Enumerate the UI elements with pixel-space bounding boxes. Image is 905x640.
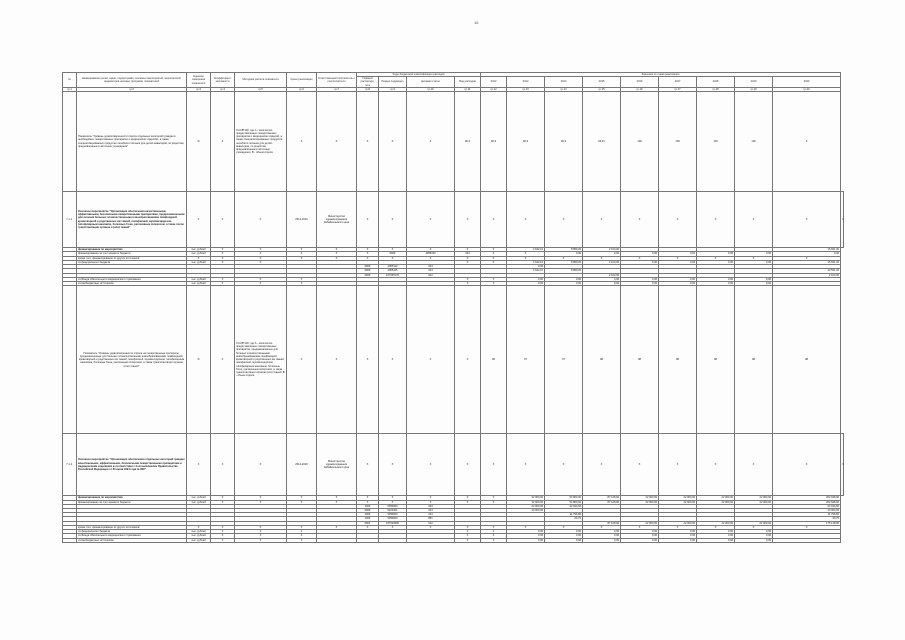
measure-2-name: Основное мероприятие "Организация обеспечения отдельных категорий граждан качественными, эффективными, безопасными лекарственными препаратами и медицинскими изделиями в соответствии с постановлением Правительства Российской Федерации от 30 июля 1994 года № 890"	[77, 434, 187, 496]
indicator-2-method: Х=А/В*100, где А - количество предоставленных лекарственных препаратов, предназначенных для больных злокачественными новообразованиями лимфоидной, кроветворной и родственных им тканей, гемофилией, муковисцидозом, гипофизарным нанизмом, болезнью Гоше, рассеянным склерозом, а также трансплантации органов (или) тканей, В - объем спроса	[235, 286, 287, 434]
cell: 100	[735, 92, 773, 192]
m1-financing-row: финансирование по мероприятию тыс. рублей X X X X X X X X X 4 642,10 8 859,20 2 100,00 15 601,30	[63, 248, 844, 252]
m1-regional-row: финансирование за счет краевого бюджета тыс. рублей X X X X X 0909 4955150 244 X X 0,00 0,00 0,00 0,00 0,00 0,00 0,00	[63, 252, 844, 256]
indicator-2-row: Показатель "Уровень удовлетворенности спроса на лекарственные препараты, предназначенные для больных злокачественными новообразованиями лимфоидной, кроветворной и родственных им тканей, гемофилией, муковисцидозом, гипофизарным нанизмом, болезнью Гоше, рассеянным склерозом, а также трансплантации органов (или) тканей" % X Х=А/В*100, где А - количество предоставленных лекарственных препаратов, предназначенных для больных злокачественными новообразованиями лимфоидной, кроветворной и родственных им тканей, гемофилией, муковисцидозом, гипофизарным нанизмом, болезнью Гоше, рассеянным склерозом, а также трансплантации органов (или) тканей, В - объем спроса X X X X X X 96 97 97 98 98 98 98 98 98	[63, 286, 844, 434]
indicator-2-name: Показатель "Уровень удовлетворенности спроса на лекарственные препараты, предназначенные для больных злокачественными новообразованиями лимфоидной, кроветворной и родственных им тканей, гемофилией, муковисцидозом, гипофизарным нанизмом, болезнью Гоше, рассеянным склерозом, а также трансплантации органов (или) тканей"	[77, 286, 187, 434]
col-num: гр.18	[697, 87, 735, 91]
cell: X	[357, 92, 379, 192]
page-number: 16	[474, 20, 479, 25]
header-year: 2020	[773, 77, 841, 88]
header-target: Целевая статья	[407, 77, 455, 88]
measure-1-num: 7.1.1.	[63, 192, 77, 248]
col-num: гр.12	[481, 87, 507, 91]
measure-2-row: 7.1.2. Основное мероприятие "Организация обеспечения отдельных категорий граждан качественными, эффективными, безопасными лекарственными препаратами и медицинскими изделиями в соответствии с постановлением Правительства Российской Федерации от 30 июля 1994 года № 890" X X X 2014-2020 Министерство здравоохранения Забайкальского края X X X X X X X X X X X X X X	[63, 434, 844, 496]
header-year: 2014	[545, 77, 583, 88]
header-codes: Коды бюджетной классификации расходов	[357, 73, 481, 77]
measure-1-period: 2014-2016	[287, 192, 317, 248]
measure-1-name: Основное мероприятие "Организация обеспечения качественными, эффективными, безопасными лекарственными препаратами, предназначенными для лечения больных злокачественными новообразованиями лимфоидной, кроветворной и родственных им тканей, гемофилией, муковисцидозом, гипофизарным нанизмом, болезнью Гоше, рассеянным склерозом, а также после трансплантации органов и (или) тканей"	[77, 192, 187, 248]
m2-financing-row: финансирование по мероприятию тыс. рублей X X X X X X X X X 32 000,00 54 800,00 87 128,90 22 000,00 22 000,00 22 000,00 22 000,00 262 928,90	[63, 496, 844, 500]
header-year: 2016	[621, 77, 659, 88]
cell: 96,91	[583, 92, 621, 192]
col-num: гр.19	[735, 87, 773, 91]
col-num: гр.10	[407, 87, 455, 91]
header-grbs: Главный распоряди-тель	[357, 77, 379, 88]
cell: X	[379, 92, 407, 192]
cell: 96,9	[481, 92, 507, 192]
header-unit: Единица измерения показателя	[187, 73, 211, 88]
col-num: гр.15	[583, 87, 621, 91]
col-num: гр.6	[287, 87, 317, 91]
m2-oms-row: из Фонда обязательного медицинского страхования тыс. рублей X X X X X 0,00 0,00 0,00 0,00 0,00 0,00 0,00	[63, 534, 844, 538]
m2-regional-sub-row: 1003 5050600 323 22 000,00 42 944,50 64 944,50	[63, 504, 844, 508]
header-year: 2017	[659, 77, 697, 88]
m1-federal-sub-row: 0909 167035170 612 2 100,00 2 100,00	[63, 273, 844, 277]
header-year: 2013	[507, 77, 545, 88]
header-coef: Коэффициент значимости	[211, 73, 235, 88]
m2-regional-sub-row: 1003 5050600 244 11 796,80 11 796,80	[63, 513, 844, 517]
col-num: гр.11	[455, 87, 481, 91]
col-num: гр.17	[659, 87, 697, 91]
m1-federal-sub-row: 0909 4955115 244 4 642,10 8 859,20 13 501,30	[63, 269, 844, 273]
m1-extrabudget-row: из внебюджетных источников тыс. рублей X X X X X 0,00 0,00 0,00 0,00 0,00 0,00 0,00	[63, 282, 844, 286]
indicator-1-unit: %	[187, 92, 211, 192]
measure-2-exec: Министерство здравоохранения Забайкальского края	[317, 434, 357, 496]
col-num: гр.7	[317, 87, 357, 91]
header-period: Сроки реализации	[287, 73, 317, 88]
header-year: 2019	[735, 77, 773, 88]
col-num: гр.5	[235, 87, 287, 91]
col-num: гр.2	[77, 87, 187, 91]
m2-regional-sub-row: 1003 5050600 851 60,70 60,70	[63, 517, 844, 521]
cell: 96,9	[545, 92, 583, 192]
m1-federal-row: из федерального бюджета тыс. рублей X X X X 4 642,10 8 859,20 2 100,00 0,00 0,00 0,00 0,00 15 601,30	[63, 260, 844, 264]
header-year: 2015	[583, 77, 621, 88]
indicator-1-name: Показатель "Уровень удовлетворенности спроса отдельных категорий граждан в необходимых лекарственных препаратах и медицинских изделиях, а также специализированных продуктах лечебного питания для детей-инвалидов, по рецептам, предъявленным в аптечные учреждения"	[77, 92, 187, 192]
measure-1-row: 7.1.1. Основное мероприятие "Организация обеспечения качественными, эффективными, безопасными лекарственными препаратами, предназначенными для лечения больных злокачественными новообразованиями лимфоидной, кроветворной и родственных им тканей, гемофилией, муковисцидозом, гипофизарным нанизмом, болезнью Гоше, рассеянным склерозом, а также после трансплантации органов и (или) тканей" X X X 2014-2016 Министерство здравоохранения Забайкальского края X X X X X X X X X X X X X X	[63, 192, 844, 248]
m1-oms-row: из Фонда обязательного медицинского страхования тыс. рублей X X X X X 0,00 0,00 0,00 0,00 0,00 0,00 0,00	[63, 277, 844, 281]
m2-regional-row: финансирование за счет краевого бюджета тыс. рублей X X X X X X X X X 32 000,00 54 800,00 87 128,90 22 000,00 22 000,00 22 000,00 22 000,00 262 928,90	[63, 500, 844, 504]
cell: X	[773, 92, 841, 192]
cell: X	[287, 92, 317, 192]
indicator-1-method: Х=А/В*100, где А - количество предоставленных лекарственных препаратов и медицинских изделий, а также специализированных продуктов лечебного питания для детей-инвалидов, по рецептам, предъявленным в аптечные учреждения, В - объем спроса	[235, 92, 287, 192]
program-table	[62, 72, 844, 543]
cell: X	[407, 92, 455, 192]
measure-2-period: 2014-2020	[287, 434, 317, 496]
col-num: гр.14	[545, 87, 583, 91]
cell: X	[317, 92, 357, 192]
indicator-1-row	[63, 92, 844, 192]
m1-other-sources-row: кроме того, финансирование из других источников: X X X X X X X X X X X X X X X X X X	[63, 256, 844, 260]
m2-other-sources-row: кроме того, финансирование из других источников: X X X X X X X X X X X X X X X X X X	[63, 525, 844, 529]
col-num: гр.3	[187, 87, 211, 91]
col-num: гр.4	[211, 87, 235, 91]
cell: 100	[697, 92, 735, 192]
cell: 96,9	[507, 92, 545, 192]
col-num: гр.13	[507, 87, 545, 91]
header-year: 2018	[697, 77, 735, 88]
m2-regional-sub-row: 0901 167010560 612 87 128,90 22 000,00 22 000,00 22 000,00 22 000,00 175 128,90	[63, 521, 844, 525]
m2-extrabudget-row: из внебюджетных источников тыс. рублей X X X X X 0,00 0,00 0,00 0,00 0,00 0,00 0,00	[63, 538, 844, 542]
col-num: гр.8	[357, 87, 379, 91]
col-num: гр.20	[773, 87, 841, 91]
cell: 100	[659, 92, 697, 192]
m2-federal-row: из федерального бюджета тыс. рублей X X X X X 0,00 0,00 0,00 0,00 0,00 0,00 0,00	[63, 530, 844, 534]
col-num: гр.16	[621, 87, 659, 91]
header-values: Значения по годам реализации	[481, 73, 841, 77]
header-method: Методика расчета показателя	[235, 73, 287, 88]
col-num: гр.9	[379, 87, 407, 91]
header-exec: Ответственный исполнитель и соисполнители	[317, 73, 357, 88]
header-name: Наименование целей, задач, подпрограмм, основных мероприятий, мероприятий, индикаторов целевых программ, показателей	[77, 73, 187, 88]
header-no: №	[63, 73, 77, 88]
indicator-1-coef: X	[211, 92, 235, 192]
col-num: гр.1	[63, 87, 77, 91]
header-year: 2012	[481, 77, 507, 88]
header-section: Раздел подраздел	[379, 77, 407, 88]
header-exp: Вид расходов	[455, 77, 481, 88]
measure-2-num: 7.1.2.	[63, 434, 77, 496]
cell: 96,6	[455, 92, 481, 192]
cell: 100	[621, 92, 659, 192]
m2-regional-sub-row: 0909 5221301 244 10 000,00 10 000,00	[63, 508, 844, 512]
m1-federal-sub-row: 0909 4955113 244 0,00	[63, 265, 844, 269]
measure-1-exec: Министерство здравоохранения Забайкальского края	[317, 192, 357, 248]
